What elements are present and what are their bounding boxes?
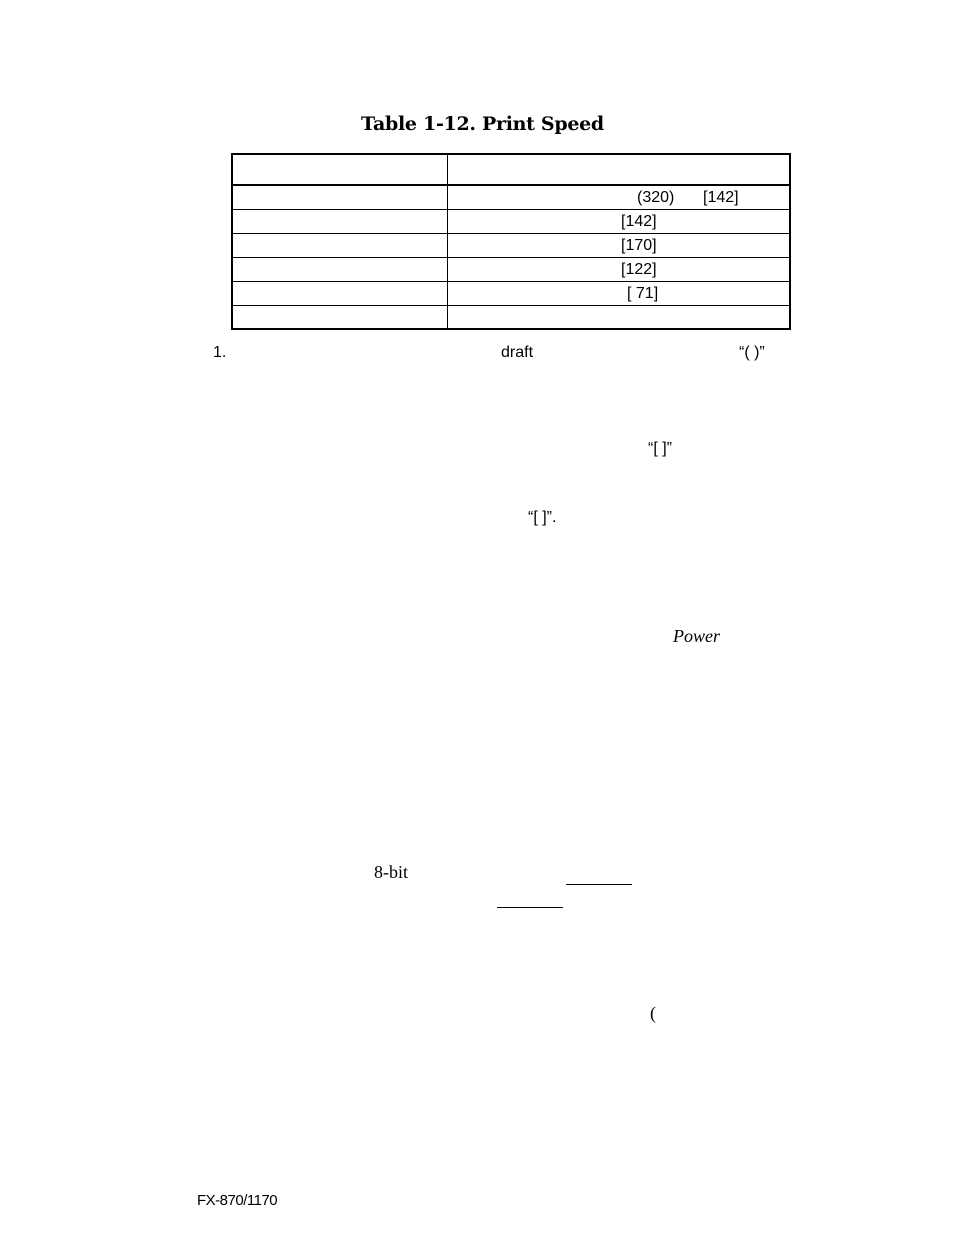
- row-divider: [233, 209, 789, 210]
- table-cell: [122]: [621, 261, 657, 278]
- blank-underline: [497, 907, 563, 908]
- page-footer-model: FX-870/1170: [197, 1192, 278, 1209]
- table-cell: [142]: [621, 213, 657, 230]
- table-cell: (320): [637, 189, 675, 206]
- note-word-8bit: 8-bit: [374, 862, 408, 882]
- table-cell: [142]: [703, 189, 739, 206]
- note-paren-quote: “( )”: [739, 344, 765, 361]
- column-divider: [447, 155, 448, 328]
- print-speed-table: [231, 153, 791, 330]
- row-divider: [233, 257, 789, 258]
- header-row-divider: [233, 184, 789, 186]
- table-cell: [170]: [621, 237, 657, 254]
- table-cell: [ 71]: [627, 285, 659, 302]
- table-title: Table 1-12. Print Speed: [361, 113, 604, 135]
- note-word-power: Power: [673, 626, 720, 646]
- blank-underline: [566, 884, 632, 885]
- row-divider: [233, 281, 789, 282]
- note-bracket-quote: “[ ]”: [648, 440, 672, 457]
- note-bracket-quote-period: “[ ]”.: [528, 509, 557, 526]
- note-word-draft: draft: [501, 344, 534, 361]
- note-marker: 1.: [213, 344, 227, 361]
- row-divider: [233, 305, 789, 306]
- note-open-paren: (: [650, 1003, 656, 1023]
- row-divider: [233, 233, 789, 234]
